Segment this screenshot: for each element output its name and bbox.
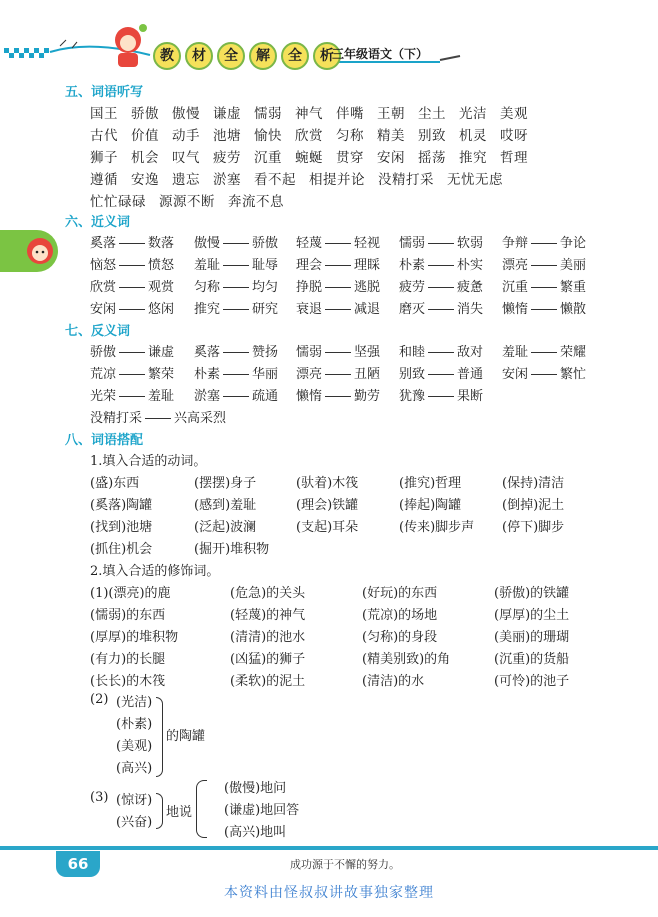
dash [428, 352, 454, 353]
collocation-item: (摆摆)身子 [194, 476, 257, 491]
dash [119, 287, 145, 288]
collocation-item: (高兴)地叫 [224, 825, 287, 840]
dash [223, 243, 249, 244]
brace [156, 793, 163, 829]
footer-motto: 成功源于不懈的努力。 [290, 858, 400, 871]
pair-word: 匀称 [194, 280, 221, 295]
pair-word: 懒惰 [296, 389, 323, 404]
pair-word: 漂亮 [502, 258, 529, 273]
dash [531, 352, 557, 353]
word-pair [90, 232, 174, 251]
title-char: 析 [313, 42, 341, 70]
word: 遵循 [90, 172, 118, 188]
dash [223, 352, 249, 353]
word: 匀称 [336, 128, 364, 144]
dash [223, 396, 249, 397]
word-pair [502, 363, 586, 382]
collocation-item: (好玩)的东西 [362, 586, 438, 601]
word: 蜿蜒 [295, 150, 323, 166]
word-pair [194, 363, 278, 382]
dash [119, 265, 145, 266]
collocation-item: (停下)脚步 [502, 520, 565, 535]
collocation-item: (可怜)的池子 [494, 674, 570, 689]
page-header [0, 0, 658, 80]
side-tab [0, 230, 58, 272]
pair-word: 繁重 [560, 280, 587, 295]
dash [428, 243, 454, 244]
pair-word: 逃脱 [354, 280, 381, 295]
group2-items [116, 692, 152, 780]
word: 光洁 [459, 106, 487, 122]
word-pair [194, 298, 278, 317]
word-pair [399, 363, 483, 382]
pair-word: 挣脱 [296, 280, 323, 295]
word: 狮子 [90, 150, 118, 166]
word: 沉重 [254, 150, 282, 166]
collocation-item: (捧起)陶罐 [399, 498, 462, 513]
pair-word: 耻辱 [252, 258, 279, 273]
pair-word: 减退 [354, 302, 381, 317]
collocation-item: (轻蔑)的神气 [230, 608, 306, 623]
word-row [90, 190, 297, 210]
word-pair [502, 276, 586, 295]
pair-word: 羞耻 [502, 345, 529, 360]
pair-word: 理会 [296, 258, 323, 273]
dash [145, 418, 171, 419]
dash [119, 374, 145, 375]
pair-word: 骄傲 [90, 345, 117, 360]
pair-word: 淤塞 [194, 389, 221, 404]
pair-word: 理睬 [354, 258, 381, 273]
pair-word: 别致 [399, 367, 426, 382]
collocation-item: (1)(漂亮)的鹿 [90, 586, 171, 601]
group3-middle: 地说 [166, 805, 193, 820]
pair-word: 朴实 [457, 258, 484, 273]
pair-word: 荒凉 [90, 367, 117, 382]
modifier-item: (兴奋) [116, 815, 153, 830]
word-pair [194, 385, 278, 404]
pair-word: 漂亮 [296, 367, 323, 382]
collocation-item: (厚厚)的堆积物 [90, 630, 179, 645]
word-pair [502, 298, 586, 317]
word: 疲劳 [213, 150, 241, 166]
pair-word: 疏通 [252, 389, 279, 404]
dash [119, 243, 145, 244]
pair-word: 争辩 [502, 236, 529, 251]
word: 机灵 [459, 128, 487, 144]
pair-word: 衰退 [296, 302, 323, 317]
collocation-item: (泛起)波澜 [194, 520, 257, 535]
pair-word: 懦弱 [296, 345, 323, 360]
pair-word: 没精打采 [90, 411, 143, 426]
title-char: 教 [153, 42, 181, 70]
book-label: 三年级语文（下） [332, 47, 429, 61]
collocation-item: (精美别致)的角 [362, 652, 451, 667]
pair-word: 敌对 [457, 345, 484, 360]
word-pair [296, 363, 380, 382]
collocation-item: (感到)羞耻 [194, 498, 257, 513]
collocation-item: (美丽)的珊瑚 [494, 630, 570, 645]
dash [428, 396, 454, 397]
collocation-item: (驮着)木筏 [296, 476, 359, 491]
pair-word: 研究 [252, 302, 279, 317]
pair-word: 沉重 [502, 280, 529, 295]
word: 哲理 [500, 150, 528, 166]
word: 叹气 [172, 150, 200, 166]
word: 看不起 [254, 172, 296, 188]
word-row [90, 124, 541, 144]
word-row [90, 146, 541, 166]
section-title-synonyms: 六、近义词 [65, 215, 131, 230]
word: 精美 [377, 128, 405, 144]
dash [428, 309, 454, 310]
word: 摇荡 [418, 150, 446, 166]
title-char: 全 [281, 42, 309, 70]
pair-word: 懒惰 [502, 302, 529, 317]
word-pair [296, 385, 380, 404]
word: 安逸 [131, 172, 159, 188]
dash [325, 396, 351, 397]
dash [325, 309, 351, 310]
pair-word: 赞扬 [252, 345, 279, 360]
word-pair [296, 341, 380, 360]
dash [428, 374, 454, 375]
word: 相提并论 [309, 172, 365, 188]
word-pair [296, 232, 380, 251]
pair-word: 朴素 [399, 258, 426, 273]
word-pair [399, 254, 483, 273]
pair-word: 奚落 [90, 236, 117, 251]
word: 欣赏 [295, 128, 323, 144]
collocation-item: (清洁)的水 [362, 674, 425, 689]
pair-word: 懦弱 [399, 236, 426, 251]
pair-word: 骄傲 [252, 236, 279, 251]
word: 懦弱 [254, 106, 282, 122]
word: 别致 [418, 128, 446, 144]
collocation-item: (傲慢)地问 [224, 781, 287, 796]
pair-word: 均匀 [252, 280, 279, 295]
pair-word: 勤劳 [354, 389, 381, 404]
dash [531, 287, 557, 288]
collocation-item: (保持)清洁 [502, 476, 565, 491]
dash [325, 374, 351, 375]
book-title [153, 42, 341, 70]
dash [119, 309, 145, 310]
word-pair [502, 232, 586, 251]
group3-prefix: (3) [90, 790, 109, 805]
pair-word: 悠闲 [148, 302, 175, 317]
word: 古代 [90, 128, 118, 144]
dash [325, 352, 351, 353]
dash [223, 265, 249, 266]
word: 没精打采 [378, 172, 434, 188]
collocation-item: (懦弱)的东西 [90, 608, 166, 623]
pair-word: 光荣 [90, 389, 117, 404]
pair-word: 疲劳 [399, 280, 426, 295]
word-pair [194, 232, 278, 251]
collocation-item: (找到)池塘 [90, 520, 153, 535]
collocation-item: (柔软)的泥土 [230, 674, 306, 689]
collocation-item: (抓住)机会 [90, 542, 153, 557]
word-pair [296, 276, 380, 295]
word: 遗忘 [172, 172, 200, 188]
word: 哎呀 [500, 128, 528, 144]
pair-word: 数落 [148, 236, 175, 251]
word-pair [90, 341, 174, 360]
pair-word: 朴素 [194, 367, 221, 382]
collocation-item: (盛)东西 [90, 476, 140, 491]
pair-word: 普通 [457, 367, 484, 382]
word: 尘土 [418, 106, 446, 122]
word: 动手 [172, 128, 200, 144]
title-char: 解 [249, 42, 277, 70]
pair-word: 推究 [194, 302, 221, 317]
word-pair [399, 276, 483, 295]
word-pair [194, 276, 278, 295]
pair-word: 果断 [457, 389, 484, 404]
pair-word: 兴高采烈 [174, 411, 227, 426]
word: 傲慢 [172, 106, 200, 122]
group3-items [116, 790, 152, 834]
word-pair [194, 254, 278, 273]
collocation-item: (清清)的池水 [230, 630, 306, 645]
word: 王朝 [377, 106, 405, 122]
dash [119, 396, 145, 397]
word: 国王 [90, 106, 118, 122]
dash [119, 352, 145, 353]
pair-word: 羞耻 [148, 389, 175, 404]
word: 机会 [131, 150, 159, 166]
word: 骄傲 [131, 106, 159, 122]
word-pair [90, 298, 174, 317]
word: 贯穿 [336, 150, 364, 166]
section-title-collocation: 八、词语搭配 [65, 433, 144, 448]
brace [156, 697, 163, 777]
word-pair [399, 341, 483, 360]
dash [531, 243, 557, 244]
word-pair [194, 341, 278, 360]
word: 愉快 [254, 128, 282, 144]
mascot-icon [0, 230, 58, 272]
word: 忙忙碌碌 [90, 194, 146, 210]
pair-word: 争论 [560, 236, 587, 251]
word-pair [90, 385, 174, 404]
pair-word: 坚强 [354, 345, 381, 360]
pair-word: 愤怒 [148, 258, 175, 273]
collocation-item: (沉重)的货船 [494, 652, 570, 667]
word: 安闲 [377, 150, 405, 166]
dash [223, 287, 249, 288]
collocation-item: (理会)铁罐 [296, 498, 359, 513]
word-pair [90, 254, 174, 273]
word-pair [502, 254, 586, 273]
pair-word: 谦虚 [148, 345, 175, 360]
pair-word: 安闲 [90, 302, 117, 317]
pair-word: 繁忙 [560, 367, 587, 382]
collocation-item: (支起)耳朵 [296, 520, 359, 535]
pair-word: 繁荣 [148, 367, 175, 382]
dash [531, 309, 557, 310]
collocation-item: (厚厚)的尘土 [494, 608, 570, 623]
pair-word: 懒散 [560, 302, 587, 317]
pair-word: 疲惫 [457, 280, 484, 295]
word: 淤塞 [213, 172, 241, 188]
word-pair [399, 385, 483, 404]
word: 美观 [500, 106, 528, 122]
page-number: 66 [56, 851, 100, 877]
collocation-item: (荒凉)的场地 [362, 608, 438, 623]
dash [325, 265, 351, 266]
word-pair [502, 341, 586, 360]
collocation-item: (危急)的关头 [230, 586, 306, 601]
pair-word: 和睦 [399, 345, 426, 360]
group2-target: 的陶罐 [166, 729, 206, 744]
word-pair [296, 298, 380, 317]
collocation-item: (倒掉)泥土 [502, 498, 565, 513]
pair-word: 恼怒 [90, 258, 117, 273]
modifier-item: (朴素) [116, 717, 153, 732]
pair-word: 荣耀 [560, 345, 587, 360]
modifier-item: (光洁) [116, 695, 153, 710]
section-title-antonyms: 七、反义词 [65, 324, 131, 339]
collocation-item: (骄傲)的铁罐 [494, 586, 570, 601]
word-row [90, 102, 541, 122]
collocation-item: (掘开)堆积物 [194, 542, 270, 557]
pair-word: 傲慢 [194, 236, 221, 251]
pair-word: 奚落 [194, 345, 221, 360]
collocation-item: (匀称)的身段 [362, 630, 438, 645]
pair-word: 羞耻 [194, 258, 221, 273]
dash [531, 265, 557, 266]
word: 池塘 [213, 128, 241, 144]
pair-word: 轻视 [354, 236, 381, 251]
pair-word: 犹豫 [399, 389, 426, 404]
brace [196, 780, 207, 838]
word: 奔流不息 [228, 194, 284, 210]
word: 伴嘴 [336, 106, 364, 122]
word-pair [399, 232, 483, 251]
word-pair [90, 276, 174, 295]
modifier-item: (美观) [116, 739, 153, 754]
word-pair [399, 298, 483, 317]
word-row [90, 168, 516, 188]
word: 价值 [131, 128, 159, 144]
word-pair [90, 363, 174, 382]
dash [428, 265, 454, 266]
pair-word: 轻蔑 [296, 236, 323, 251]
pair-word: 观赏 [148, 280, 175, 295]
pair-word: 美丽 [560, 258, 587, 273]
collocation-item: (有力)的长腿 [90, 652, 166, 667]
word: 无忧无虑 [447, 172, 503, 188]
word: 源源不断 [159, 194, 215, 210]
dash [325, 287, 351, 288]
section-title-dictation: 五、词语听写 [65, 85, 144, 100]
modifier-item: (高兴) [116, 761, 153, 776]
word: 推究 [459, 150, 487, 166]
word-pair [296, 254, 380, 273]
credit-line: 本资料由怪叔叔讲故事独家整理 [224, 885, 434, 901]
collocation-item: (推究)哲理 [399, 476, 462, 491]
dash [223, 309, 249, 310]
dash [428, 287, 454, 288]
pair-word: 华丽 [252, 367, 279, 382]
modifier-item: (惊讶) [116, 793, 153, 808]
pair-word: 消失 [457, 302, 484, 317]
word: 谦虚 [213, 106, 241, 122]
group2-prefix: (2) [90, 692, 109, 707]
modifiers-subtitle: 2.填入合适的修饰词。 [90, 564, 220, 579]
dash [531, 374, 557, 375]
collocation-item: (长长)的木筏 [90, 674, 166, 689]
collocation-item: (奚落)陶罐 [90, 498, 153, 513]
title-char: 材 [185, 42, 213, 70]
pair-word: 安闲 [502, 367, 529, 382]
collocation-item: (谦虚)地回答 [224, 803, 300, 818]
verbs-subtitle: 1.填入合适的动词。 [90, 454, 207, 469]
footer-bar [0, 846, 658, 850]
word: 神气 [295, 106, 323, 122]
dash [223, 374, 249, 375]
collocation-item: (传来)脚步声 [399, 520, 475, 535]
title-char: 全 [217, 42, 245, 70]
collocation-item: (凶猛)的狮子 [230, 652, 306, 667]
dash [325, 243, 351, 244]
pair-word: 软弱 [457, 236, 484, 251]
pair-word: 丑陋 [354, 367, 381, 382]
word-pair [90, 407, 226, 426]
pair-word: 磨灭 [399, 302, 426, 317]
group3-right [224, 778, 299, 844]
pair-word: 欣赏 [90, 280, 117, 295]
